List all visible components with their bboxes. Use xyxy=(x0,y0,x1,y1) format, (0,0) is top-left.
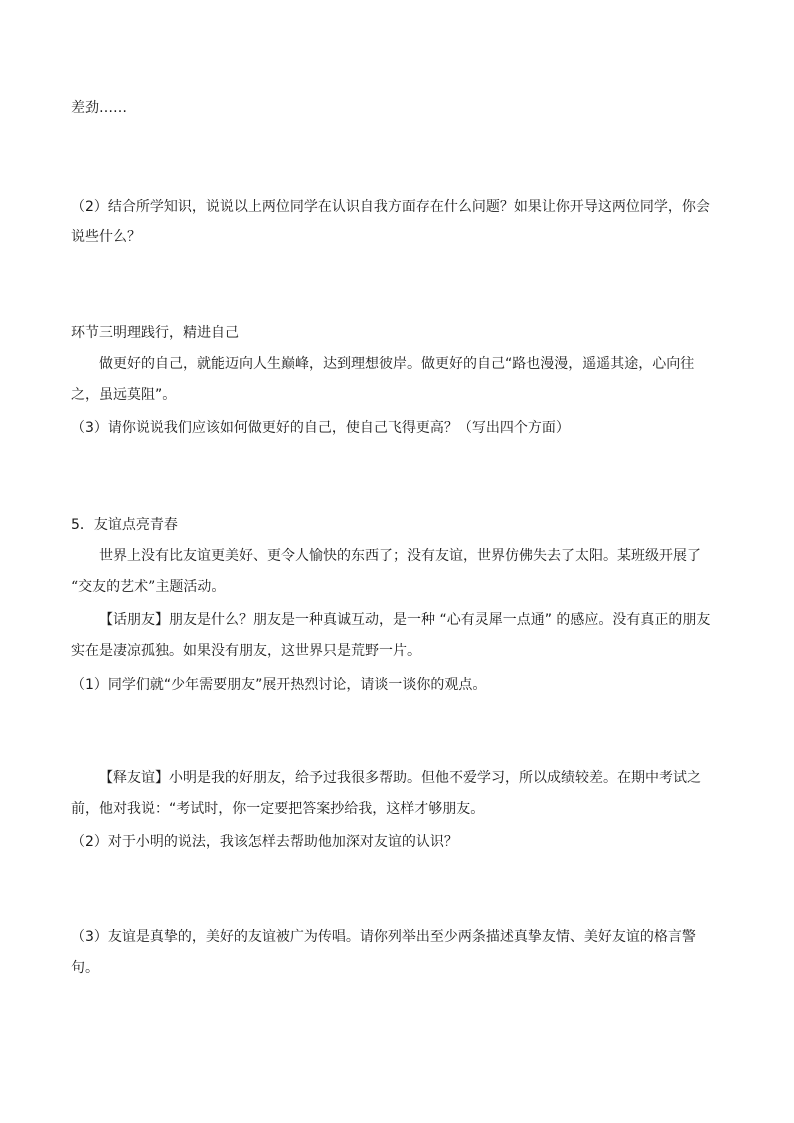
item-5-paragraph-line-2: “交友的艺术”主题活动。 xyxy=(71,579,226,595)
explain-friendship-line-1: 【释友谊】小明是我的好朋友，给予过我很多帮助。但他不爱学习，所以成绩较差。在期中考试之 xyxy=(99,770,701,786)
section-3-title: 环节三明理践行，精进自己 xyxy=(71,325,239,341)
item-5-question-3-line-1: （3）友谊是真挚的，美好的友谊被广为传唱。请你列举出至少两条描述真挚友情、美好友谊的格言警 xyxy=(71,929,696,945)
section-3-paragraph-line-2: 之，虽远莫阻”。 xyxy=(71,387,177,403)
item-5-title: 5．友谊点亮青春 xyxy=(71,517,178,533)
explain-friendship-line-2: 前，他对我说：“考试时，你一定要把答案抄给我，这样才够朋友。 xyxy=(71,801,485,817)
item-5-question-2: （2）对于小明的说法，我该怎样去帮助他加深对友谊的认识？ xyxy=(71,834,458,850)
item-5-paragraph-line-1: 世界上没有比友谊更美好、更令人愉快的东西了；没有友谊，世界仿佛失去了太阳。某班级开展了 xyxy=(99,548,701,564)
question-3: （3）请你说说我们应该如何做更好的自己，使自己飞得更高？（写出四个方面） xyxy=(71,420,570,436)
section-3-paragraph-line-1: 做更好的自己，就能迈向人生巅峰，达到理想彼岸。做更好的自己“路也漫漫，遥遥其途，心向往 xyxy=(99,356,695,372)
continued-text: 差劲…… xyxy=(71,100,127,116)
talk-friends-line-2: 实在是凄凉孤独。如果没有朋友，这世界只是荒野一片。 xyxy=(71,643,421,659)
question-2-line-1: （2）结合所学知识，说说以上两位同学在认识自我方面存在什么问题？如果让你开导这两位同学，你会 xyxy=(71,199,710,215)
item-5-question-1: （1）同学们就“少年需要朋友”展开热烈讨论，请谈一谈你的观点。 xyxy=(71,677,487,693)
talk-friends-line-1: 【话朋友】朋友是什么？朋友是一种真诚互动，是一种 “心有灵犀一点通” 的感应。没有真正的朋友 xyxy=(99,612,711,628)
question-2-line-2: 说些什么？ xyxy=(71,229,141,245)
item-5-question-3-line-2: 句。 xyxy=(71,960,99,976)
